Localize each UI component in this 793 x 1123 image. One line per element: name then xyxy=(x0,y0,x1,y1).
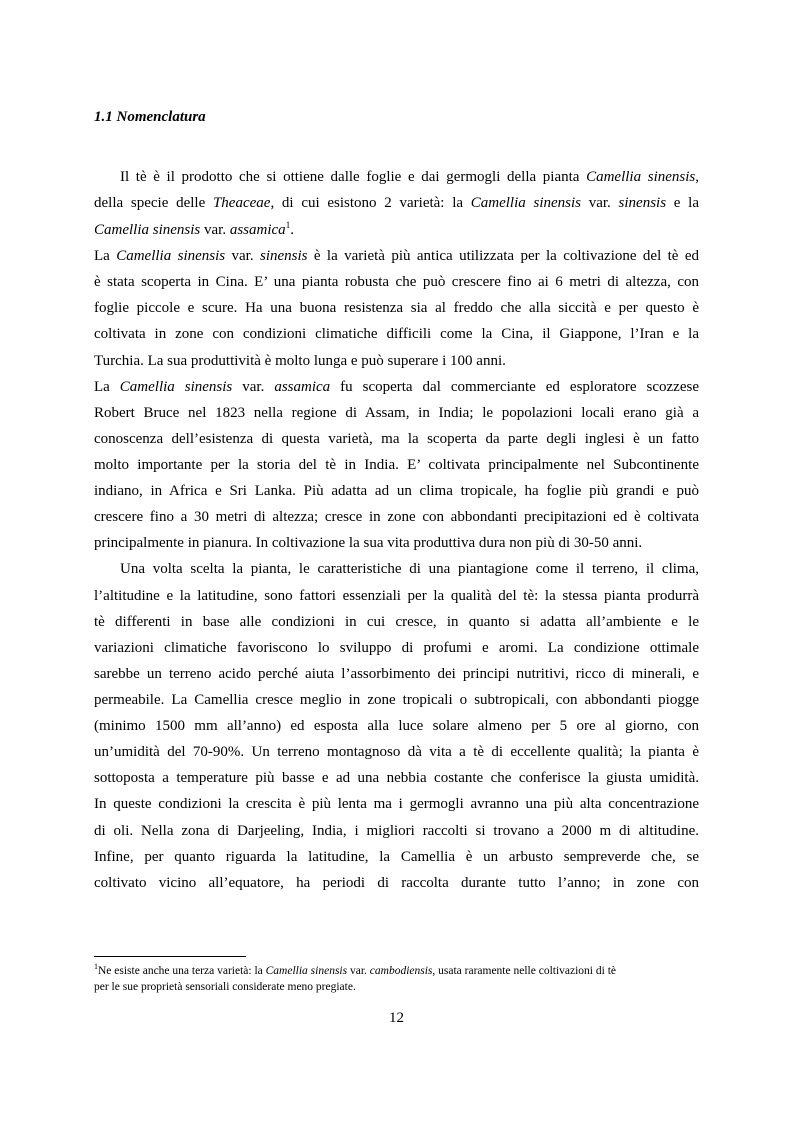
footnote-separator xyxy=(94,956,246,957)
text-line: è stata scoperta in Cina. E’ una pianta robusta che può crescere fino ai 6 metri di altezza, con xyxy=(94,274,699,290)
text-line: variazioni climatiche favoriscono lo sviluppo di profumi e aromi. La condizione ottimale xyxy=(94,640,699,656)
text-line: della specie delle Theaceae, di cui esistono 2 varietà: la Camellia sinensis var. sinensis e la xyxy=(94,195,700,211)
text-line: di oli. Nella zona di Darjeeling, India, i migliori raccolti si trovano a 2000 m di altitudine. xyxy=(94,823,699,839)
text-line: indiano, in Africa e Sri Lanka. Più adatta ad un clima tropicale, ha foglie più grandi e può xyxy=(94,483,699,499)
text-line: Una volta scelta la pianta, le caratteristiche di una piantagione come il terreno, il clima, xyxy=(120,561,699,577)
page-number: 12 xyxy=(389,1010,404,1026)
text-line: La Camellia sinensis var. assamica fu scoperta dal commerciante ed esploratore scozzese xyxy=(94,379,699,395)
text-line: permeabile. La Camellia cresce meglio in zone tropicali o subtropicali, con abbondanti piogge xyxy=(94,692,699,708)
text-line: un’umidità del 70-90%. Un terreno montagnoso dà vita a tè di eccellente qualità; la pianta è xyxy=(94,744,699,760)
text-line: Il tè è il prodotto che si ottiene dalle foglie e dai germogli della pianta Camellia sinensis, xyxy=(120,169,699,185)
text-line: coltivato vicino all’equatore, ha periodi di raccolta durante tutto l’anno; in zone con xyxy=(94,875,699,891)
text-line: Infine, per quanto riguarda la latitudine, la Camellia è un arbusto sempreverde che, se xyxy=(94,849,699,865)
text-line: sottoposta a temperature più basse e ad una nebbia costante che conferisce la giusta umidità. xyxy=(94,770,699,786)
text-line: principalmente in pianura. In coltivazione la sua vita produttiva dura non più di 30-50 anni. xyxy=(94,535,643,551)
text-line: sarebbe un terreno acido perché aiuta l’assorbimento dei principi nutritivi, ricco di minerali, e xyxy=(94,666,699,682)
text-line: Turchia. La sua produttività è molto lunga e può superare i 100 anni. xyxy=(94,353,506,369)
footnote-line: $^1$Ne esiste anche una terza varietà: la Camellia sinensis var. cambodiensis, usata raramente nelle coltivazioni di tè xyxy=(94,962,616,977)
text-line: (minimo 1500 mm all’anno) ed esposta alla luce solare almeno per 5 ore al giorno, con xyxy=(94,718,699,734)
text-line: tè differenti in base alle condizioni in cui cresce, in quanto si adatta all’ambiente e le xyxy=(94,614,699,630)
text-line: Robert Bruce nel 1823 nella regione di Assam, in India; le popolazioni locali erano già a xyxy=(94,405,699,421)
text-line: conoscenza dell’esistenza di questa varietà, ma la scoperta da parte degli inglesi è un fatto xyxy=(94,431,699,447)
section-heading: 1.1 Nomenclatura xyxy=(94,109,206,125)
text-line: In queste condizioni la crescita è più lenta ma i germogli avranno una più alta concentrazione xyxy=(94,796,699,812)
footnote-line: per le sue proprietà sensoriali considerate meno pregiate. xyxy=(94,981,356,993)
text-line: Camellia sinensis var. assamica$^1$. xyxy=(94,220,294,238)
text-line: coltivata in zone con condizioni climatiche difficili come la Cina, il Giappone, l’Iran e la xyxy=(94,326,699,342)
text-line: l’altitudine e la latitudine, sono fattori essenziali per la qualità del tè: la stessa pianta produrrà xyxy=(94,588,699,604)
text-line: La Camellia sinensis var. sinensis è la varietà più antica utilizzata per la coltivazione del tè ed xyxy=(94,248,699,264)
text-line: foglie piccole e scure. Ha una buona resistenza sia al freddo che alla siccità e per questo è xyxy=(94,300,699,316)
text-line: crescere fino a 30 metri di altezza; cresce in zone con abbondanti precipitazioni ed è coltivata xyxy=(94,509,699,525)
text-line: molto importante per la storia del tè in India. E’ coltivata principalmente nel Subcontinente xyxy=(94,457,699,473)
